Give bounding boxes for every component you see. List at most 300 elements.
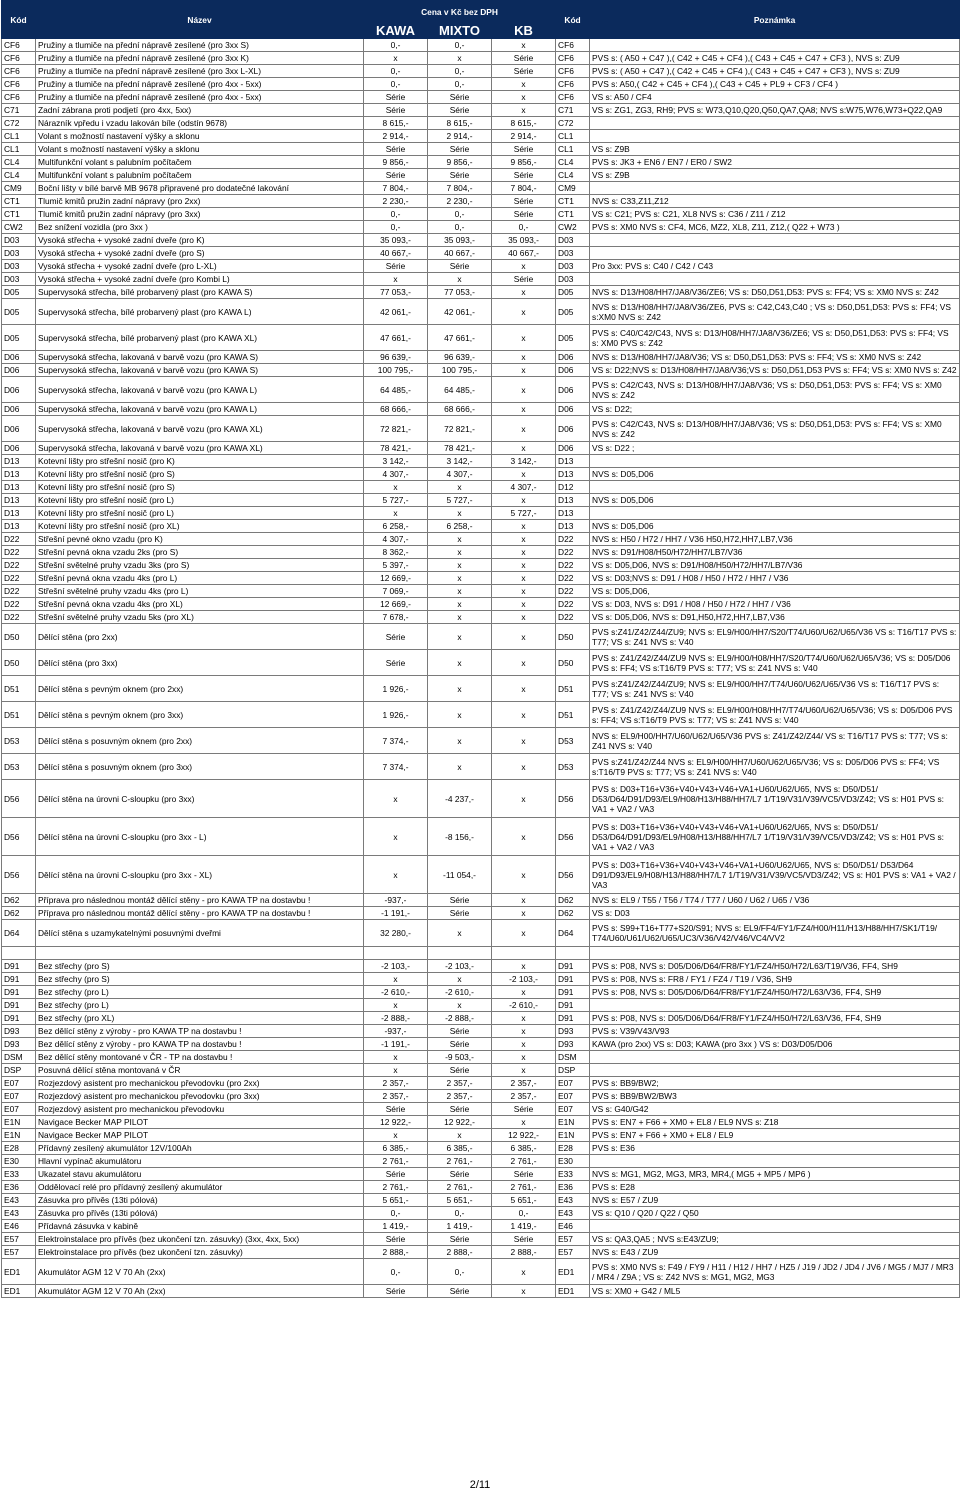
cell-kod-2: E1N <box>556 1116 590 1129</box>
cell-poznamka: PVS s: EN7 + F66 + XM0 + EL8 / EL9 <box>590 1129 960 1142</box>
cell-kb: x <box>492 920 556 947</box>
cell-kod-2: D56 <box>556 818 590 856</box>
cell-poznamka: VS s: D05,D06, NVS s: D91,H50,H72,HH7,LB7,V36 <box>590 611 960 624</box>
cell-poznamka <box>590 999 960 1012</box>
cell-kod: D13 <box>2 468 36 481</box>
cell-kawa: 0,- <box>364 208 428 221</box>
cell-kod: D64 <box>2 920 36 947</box>
cell-kawa: 7 069,- <box>364 585 428 598</box>
table-row <box>2 364 960 377</box>
cell-kod-2: CM9 <box>556 182 590 195</box>
cell-poznamka: VS s: D03;NVS s: D91 / H08 / H50 / H72 / HH7 / V36 <box>590 572 960 585</box>
cell-kod-2: D22 <box>556 585 590 598</box>
table-row <box>2 1181 960 1194</box>
cell-kb: Série <box>492 169 556 182</box>
cell-poznamka: PVS s: C42/C43, NVS s: D13/H08/HH7/JA8/V36; VS s: D50,D51,D53: PVS s: FF4; VS s: XM0 NVS s: Z42 <box>590 377 960 403</box>
cell-kb: 35 093,- <box>492 234 556 247</box>
table-header <box>2 1 960 39</box>
cell-poznamka <box>590 455 960 468</box>
cell-kod: D13 <box>2 520 36 533</box>
table-row <box>2 182 960 195</box>
cell-mixto: 2 761,- <box>428 1155 492 1168</box>
cell-kb: -2 103,- <box>492 973 556 986</box>
cell-poznamka <box>590 481 960 494</box>
cell-poznamka <box>590 1155 960 1168</box>
cell-mixto: 2 761,- <box>428 1181 492 1194</box>
cell-kb: 2 357,- <box>492 1090 556 1103</box>
cell-nazev: Hlavní vypínač akumulátoru <box>36 1155 364 1168</box>
cell-kawa: Série <box>364 260 428 273</box>
cell-mixto: 6 385,- <box>428 1142 492 1155</box>
cell-kod: E1N <box>2 1129 36 1142</box>
cell-mixto: -2 610,- <box>428 986 492 999</box>
cell-kb: 12 922,- <box>492 1129 556 1142</box>
cell-mixto: x <box>428 273 492 286</box>
cell-kod-2: E1N <box>556 1129 590 1142</box>
cell-kb: x <box>492 403 556 416</box>
cell-kod: ED1 <box>2 1259 36 1285</box>
cell-kod: D06 <box>2 403 36 416</box>
cell-mixto: Série <box>428 143 492 156</box>
table-row <box>2 999 960 1012</box>
cell-nazev: Supervysoká střecha, bílé probarvený plast (pro KAWA S) <box>36 286 364 299</box>
cell-mixto: 8 615,- <box>428 117 492 130</box>
cell-nazev: Supervysoká střecha, lakovaná v barvě vozu (pro KAWA L) <box>36 377 364 403</box>
cell-nazev: Bez dělící stěny z výroby - pro KAWA TP na dostavbu ! <box>36 1038 364 1051</box>
cell-kod: CM9 <box>2 182 36 195</box>
header-kawa: KAWA <box>364 24 428 39</box>
cell-kod: D22 <box>2 572 36 585</box>
cell-kod-2: D62 <box>556 894 590 907</box>
cell-kod-2: CL1 <box>556 143 590 156</box>
table-row <box>2 455 960 468</box>
cell-kawa: x <box>364 856 428 894</box>
cell-mixto: 2 357,- <box>428 1077 492 1090</box>
table-row <box>2 1168 960 1181</box>
cell-mixto: 6 258,- <box>428 520 492 533</box>
cell-mixto: 0,- <box>428 65 492 78</box>
cell-mixto: -8 156,- <box>428 818 492 856</box>
cell-kod <box>2 947 36 960</box>
cell-nazev: Pružiny a tlumiče na přední nápravě zesílené (pro 3xx S) <box>36 39 364 52</box>
table-row <box>2 1129 960 1142</box>
cell-poznamka: PVS s: P08, NVS s: D05/D06/D64/FR8/FY1/FZ4/H50/H72/L63/T19/V36, FF4, SH9 <box>590 960 960 973</box>
table-row <box>2 856 960 894</box>
cell-nazev: Navigace Becker MAP PILOT <box>36 1129 364 1142</box>
cell-poznamka <box>590 273 960 286</box>
cell-poznamka <box>590 507 960 520</box>
cell-poznamka: PVS s: A50,( C42 + C45 + CF4 ),( C43 + C45 + PL9 + CF3 / CF4 ) <box>590 78 960 91</box>
cell-mixto: 72 821,- <box>428 416 492 442</box>
table-row <box>2 1246 960 1259</box>
cell-kawa: x <box>364 52 428 65</box>
table-row <box>2 286 960 299</box>
cell-kawa: 2 914,- <box>364 130 428 143</box>
cell-kb: 5 651,- <box>492 1194 556 1207</box>
cell-kawa: 47 661,- <box>364 325 428 351</box>
cell-mixto: 0,- <box>428 1259 492 1285</box>
cell-kod: DSP <box>2 1064 36 1077</box>
cell-kb: x <box>492 572 556 585</box>
cell-kawa: -1 191,- <box>364 1038 428 1051</box>
cell-kod-2: E33 <box>556 1168 590 1181</box>
cell-poznamka: PVS s: D03+T16+V36+V40+V43+V46+VA1+U60/U62/U65, NVS s: D50/D51/ D53/D64/D91/D93/EL9/H08/H13/H88/HH7/L7 1/T19/V31/V39/VC5/VD3/Z42; VS s: H01 PVS s: VA1 + VA2 / VA3 <box>590 818 960 856</box>
cell-poznamka <box>590 1051 960 1064</box>
cell-kod-2: D12 <box>556 481 590 494</box>
cell-kod-2: D03 <box>556 260 590 273</box>
table-row <box>2 1051 960 1064</box>
cell-kb: x <box>492 1116 556 1129</box>
cell-poznamka: VS s: D05,D06, NVS s: D91/H08/H50/H72/HH7/LB7/V36 <box>590 559 960 572</box>
cell-kod: ED1 <box>2 1285 36 1298</box>
cell-kod-2: E46 <box>556 1220 590 1233</box>
cell-kawa: 6 385,- <box>364 1142 428 1155</box>
cell-kb: Série <box>492 65 556 78</box>
cell-nazev: Supervysoká střecha, lakovaná v barvě vozu (pro KAWA XL) <box>36 416 364 442</box>
cell-kod: E07 <box>2 1103 36 1116</box>
cell-poznamka: PVS s:Z41/Z42/Z44 NVS s: EL9/H00/HH7/U60/U62/U65/V36; VS s: D05/D06 PVS s: FF4; VS s:T16/T9 PVS s: T77; VS s: Z41 NVS s: V40 <box>590 754 960 780</box>
cell-kb: x <box>492 856 556 894</box>
cell-kb: x <box>492 416 556 442</box>
cell-kod-2: E36 <box>556 1181 590 1194</box>
cell-kod-2: D13 <box>556 507 590 520</box>
cell-kb: 7 804,- <box>492 182 556 195</box>
table-row <box>2 195 960 208</box>
cell-kawa: 0,- <box>364 1207 428 1220</box>
cell-mixto: Série <box>428 894 492 907</box>
cell-mixto: Série <box>428 1103 492 1116</box>
cell-kawa: x <box>364 973 428 986</box>
cell-kawa: 2 357,- <box>364 1077 428 1090</box>
cell-kb: x <box>492 585 556 598</box>
cell-kod-2: D06 <box>556 377 590 403</box>
cell-kod-2: D22 <box>556 611 590 624</box>
cell-nazev: Kotevní lišty pro střešní nosič (pro K) <box>36 455 364 468</box>
cell-kb: 2 888,- <box>492 1246 556 1259</box>
cell-kb: x <box>492 91 556 104</box>
cell-kawa: 4 307,- <box>364 468 428 481</box>
cell-kod: E1N <box>2 1116 36 1129</box>
cell-mixto: x <box>428 702 492 728</box>
cell-nazev: Pružiny a tlumiče na přední nápravě zesílené (pro 3xx L-XL) <box>36 65 364 78</box>
cell-poznamka <box>590 234 960 247</box>
cell-poznamka: PVS s: BB9/BW2; <box>590 1077 960 1090</box>
cell-kb: x <box>492 364 556 377</box>
cell-kod-2: CF6 <box>556 65 590 78</box>
cell-kod-2: D22 <box>556 559 590 572</box>
cell-nazev: Zásuvka pro přívěs (13ti pólová) <box>36 1207 364 1220</box>
cell-poznamka <box>590 947 960 960</box>
cell-poznamka: NVS s: EL9/H00/HH7/U60/U62/U65/V36 PVS s: Z41/Z42/Z44/ VS s: T16/T17 PVS s: T77; VS s: Z41 NVS s: V40 <box>590 728 960 754</box>
cell-kb: x <box>492 650 556 676</box>
cell-poznamka <box>590 1064 960 1077</box>
table-row <box>2 920 960 947</box>
cell-kod: D22 <box>2 533 36 546</box>
cell-mixto: 9 856,- <box>428 156 492 169</box>
cell-kod: D51 <box>2 676 36 702</box>
cell-nazev: Nárazník vpředu i vzadu lakován bíle (odstín 9678) <box>36 117 364 130</box>
cell-kod: D13 <box>2 455 36 468</box>
table-row <box>2 650 960 676</box>
cell-kb: 1 419,- <box>492 1220 556 1233</box>
cell-mixto: x <box>428 598 492 611</box>
cell-kod: D51 <box>2 702 36 728</box>
cell-kod-2: E07 <box>556 1077 590 1090</box>
cell-kod-2: D13 <box>556 455 590 468</box>
cell-kawa <box>364 947 428 960</box>
cell-nazev: Dělící stěna na úrovni C-sloupku (pro 3xx) <box>36 780 364 818</box>
cell-kod-2: D51 <box>556 702 590 728</box>
cell-nazev: Dělící stěna (pro 3xx) <box>36 650 364 676</box>
table-row <box>2 481 960 494</box>
cell-kod: D06 <box>2 364 36 377</box>
cell-kawa: 9 856,- <box>364 156 428 169</box>
cell-kod: E43 <box>2 1194 36 1207</box>
cell-kawa: 3 142,- <box>364 455 428 468</box>
cell-mixto: 0,- <box>428 78 492 91</box>
cell-poznamka: PVS s: E36 <box>590 1142 960 1155</box>
cell-kb: x <box>492 624 556 650</box>
cell-kod: D62 <box>2 907 36 920</box>
cell-poznamka: VS s: Z9B <box>590 143 960 156</box>
cell-mixto: 78 421,- <box>428 442 492 455</box>
cell-poznamka: VS s: D05,D06, <box>590 585 960 598</box>
cell-kod-2: D50 <box>556 650 590 676</box>
cell-nazev: Tlumič kmitů pružin zadní nápravy (pro 3xx) <box>36 208 364 221</box>
cell-kod-2: E28 <box>556 1142 590 1155</box>
cell-mixto: Série <box>428 104 492 117</box>
cell-kod: D91 <box>2 960 36 973</box>
table-row <box>2 894 960 907</box>
cell-nazev: Přídavná zásuvka v kabině <box>36 1220 364 1233</box>
cell-kod-2: CL1 <box>556 130 590 143</box>
cell-kod: CT1 <box>2 195 36 208</box>
cell-kawa: 68 666,- <box>364 403 428 416</box>
cell-poznamka: VS s: D22;NVS s: D13/H08/HH7/JA8/V36;VS s: D50,D51,D53 PVS s: FF4; VS s: XM0 NVS s: Z42 <box>590 364 960 377</box>
cell-nazev: Dělící stěna (pro 2xx) <box>36 624 364 650</box>
cell-kawa: x <box>364 1051 428 1064</box>
table-row <box>2 169 960 182</box>
cell-kawa: 4 307,- <box>364 533 428 546</box>
cell-mixto: 2 357,- <box>428 1090 492 1103</box>
cell-kb: 2 761,- <box>492 1181 556 1194</box>
table-row <box>2 1012 960 1025</box>
cell-kb: Série <box>492 143 556 156</box>
cell-kod: D91 <box>2 1012 36 1025</box>
cell-poznamka: VS s: XM0 + G42 / ML5 <box>590 1285 960 1298</box>
cell-mixto: x <box>428 585 492 598</box>
cell-kod: E46 <box>2 1220 36 1233</box>
cell-kb: x <box>492 546 556 559</box>
cell-mixto: 68 666,- <box>428 403 492 416</box>
table-row <box>2 221 960 234</box>
cell-mixto: 0,- <box>428 221 492 234</box>
cell-nazev: Tlumič kmitů pružin zadní nápravy (pro 2xx) <box>36 195 364 208</box>
cell-kb: 40 667,- <box>492 247 556 260</box>
cell-kod: D03 <box>2 273 36 286</box>
cell-mixto: Série <box>428 169 492 182</box>
cell-poznamka: NVS s: D13/H08/HH7/JA8/V36/ZE6; VS s: D50,D51,D53: PVS s: FF4; VS s: XM0 NVS s: Z42 <box>590 286 960 299</box>
cell-mixto: Série <box>428 1025 492 1038</box>
cell-kod: E30 <box>2 1155 36 1168</box>
cell-mixto: x <box>428 728 492 754</box>
cell-kb: x <box>492 559 556 572</box>
cell-kod-2: D91 <box>556 986 590 999</box>
cell-kawa: 2 230,- <box>364 195 428 208</box>
header-kb: KB <box>492 24 556 39</box>
cell-mixto: x <box>428 920 492 947</box>
cell-poznamka: NVS s: E43 / ZU9 <box>590 1246 960 1259</box>
cell-mixto: 96 639,- <box>428 351 492 364</box>
cell-kod: D56 <box>2 856 36 894</box>
cell-kod-2: DSM <box>556 1051 590 1064</box>
cell-nazev: Posuvná dělící stěna montovaná v ČR <box>36 1064 364 1077</box>
cell-poznamka: PVS s: V39/V43/V93 <box>590 1025 960 1038</box>
cell-kod-2: D05 <box>556 299 590 325</box>
cell-kawa: 2 761,- <box>364 1181 428 1194</box>
cell-kb: x <box>492 299 556 325</box>
cell-kod-2: D06 <box>556 416 590 442</box>
cell-nazev: Vysoká střecha + vysoké zadní dveře (pro Kombi L) <box>36 273 364 286</box>
cell-kod: CW2 <box>2 221 36 234</box>
cell-kod-2: CF6 <box>556 78 590 91</box>
cell-poznamka: NVS s: H50 / H72 / HH7 / V36 H50,H72,HH7,LB7,V36 <box>590 533 960 546</box>
cell-nazev: Příprava pro následnou montáž dělící stěny - pro KAWA TP na dostavbu ! <box>36 894 364 907</box>
cell-mixto: x <box>428 1129 492 1142</box>
cell-kod: D13 <box>2 494 36 507</box>
cell-kod-2: E07 <box>556 1103 590 1116</box>
cell-kawa: Série <box>364 104 428 117</box>
cell-poznamka: NVS s: D05,D06 <box>590 494 960 507</box>
cell-kb: x <box>492 520 556 533</box>
cell-kb: x <box>492 1038 556 1051</box>
cell-kb: Série <box>492 1168 556 1181</box>
cell-kod-2: D51 <box>556 676 590 702</box>
cell-kb: x <box>492 1285 556 1298</box>
cell-kawa: 8 615,- <box>364 117 428 130</box>
cell-nazev: Dělící stěna s posuvným oknem (pro 3xx) <box>36 754 364 780</box>
table-row <box>2 559 960 572</box>
cell-kawa: -2 888,- <box>364 1012 428 1025</box>
cell-kawa: 100 795,- <box>364 364 428 377</box>
table-row <box>2 403 960 416</box>
cell-kb: 4 307,- <box>492 481 556 494</box>
cell-nazev: Bez střechy (pro L) <box>36 986 364 999</box>
cell-mixto: 35 093,- <box>428 234 492 247</box>
cell-nazev: Elektroinstalace pro přívěs (bez ukončení tzn. zásuvky) (3xx, 4xx, 5xx) <box>36 1233 364 1246</box>
cell-poznamka: PVS s: Z41/Z42/Z44/ZU9 NVS s: EL9/H00/H08/HH7/S20/T74/U60/U62/U65/V36; VS s: D05/D06 PVS s: FF4; VS s:T16/T9 PVS s: T77; VS s: Z41 NVS s: V40 <box>590 650 960 676</box>
cell-poznamka: PVS s: C40/C42/C43, NVS s: D13/H08/HH7/JA8/V36/ZE6; VS s: D50,D51,D53: PVS s: FF4; VS s: XM0 PVS s: Z42 <box>590 325 960 351</box>
cell-kawa: 1 926,- <box>364 676 428 702</box>
cell-kod-2: D93 <box>556 1038 590 1051</box>
cell-kod: D13 <box>2 507 36 520</box>
table-row <box>2 1259 960 1285</box>
table-row <box>2 676 960 702</box>
cell-poznamka: Pro 3xx: PVS s: C40 / C42 / C43 <box>590 260 960 273</box>
cell-poznamka: VS s: G40/G42 <box>590 1103 960 1116</box>
cell-kawa: Série <box>364 1103 428 1116</box>
cell-kb: x <box>492 986 556 999</box>
cell-mixto: 12 922,- <box>428 1116 492 1129</box>
cell-kod-2: D03 <box>556 247 590 260</box>
cell-kod: CT1 <box>2 208 36 221</box>
price-table <box>1 0 960 1298</box>
cell-mixto: 40 667,- <box>428 247 492 260</box>
cell-poznamka: PVS s: P08, NVS s: D05/D06/D64/FR8/FY1/FZ4/H50/H72/L63/V36, FF4, SH9 <box>590 986 960 999</box>
cell-poznamka: NVS s: MG1, MG2, MG3, MR3, MR4,( MG5 + MP5 / MP6 ) <box>590 1168 960 1181</box>
cell-nazev: Střešní světelné pruhy vzadu 5ks (pro XL) <box>36 611 364 624</box>
table-row <box>2 143 960 156</box>
cell-kod: CF6 <box>2 39 36 52</box>
table-row <box>2 960 960 973</box>
cell-mixto: 1 419,- <box>428 1220 492 1233</box>
cell-poznamka: VS s: D22; <box>590 403 960 416</box>
cell-kod: D93 <box>2 1038 36 1051</box>
cell-kod: D56 <box>2 780 36 818</box>
cell-mixto: 47 661,- <box>428 325 492 351</box>
table-row <box>2 351 960 364</box>
cell-poznamka: VS s: QA3,QA5 ; NVS s:E43/ZU9; <box>590 1233 960 1246</box>
cell-nazev: Supervysoká střecha, lakovaná v barvě vozu (pro KAWA S) <box>36 364 364 377</box>
cell-mixto: x <box>428 754 492 780</box>
cell-mixto: 42 061,- <box>428 299 492 325</box>
cell-kb: 3 142,- <box>492 455 556 468</box>
cell-mixto: Série <box>428 260 492 273</box>
cell-kod-2: ED1 <box>556 1285 590 1298</box>
header-kod: Kód <box>2 1 36 39</box>
cell-kawa: x <box>364 481 428 494</box>
table-row <box>2 546 960 559</box>
cell-kawa: 2 888,- <box>364 1246 428 1259</box>
cell-kawa: Série <box>364 650 428 676</box>
cell-kod-2: D56 <box>556 856 590 894</box>
cell-nazev: Vysoká střecha + vysoké zadní dveře (pro L-XL) <box>36 260 364 273</box>
table-row <box>2 572 960 585</box>
cell-nazev: Supervysoká střecha, lakovaná v barvě vozu (pro KAWA XL) <box>36 442 364 455</box>
cell-nazev: Střešní pevná okna vzadu 2ks (pro S) <box>36 546 364 559</box>
cell-kb: x <box>492 325 556 351</box>
cell-poznamka: PVS s: S99+T16+T77+S20/S91; NVS s: EL9/FF4/FY1/FZ4/H00/H11/H13/H88/HH7/SK1/T19/ T74/U60/U61/U62/U65/UC3/V36/V42/V46/VC4/VV2 <box>590 920 960 947</box>
cell-nazev: Supervysoká střecha, lakovaná v barvě vozu (pro KAWA S) <box>36 351 364 364</box>
cell-kod-2: D13 <box>556 494 590 507</box>
cell-kb: x <box>492 728 556 754</box>
table-row <box>2 442 960 455</box>
cell-mixto: x <box>428 481 492 494</box>
cell-kawa: x <box>364 818 428 856</box>
cell-mixto: x <box>428 999 492 1012</box>
cell-nazev: Kotevní lišty pro střešní nosič (pro L) <box>36 507 364 520</box>
cell-nazev: Ukazatel stavu akumulátoru <box>36 1168 364 1181</box>
cell-kod: D22 <box>2 611 36 624</box>
cell-mixto: -9 503,- <box>428 1051 492 1064</box>
cell-kb: x <box>492 1259 556 1285</box>
table-row <box>2 1038 960 1051</box>
cell-mixto: x <box>428 546 492 559</box>
cell-mixto: 77 053,- <box>428 286 492 299</box>
cell-kod-2: CL4 <box>556 156 590 169</box>
cell-kod-2: D22 <box>556 546 590 559</box>
cell-mixto: x <box>428 572 492 585</box>
table-row <box>2 533 960 546</box>
cell-kb: x <box>492 611 556 624</box>
cell-kb: 6 385,- <box>492 1142 556 1155</box>
cell-kod-2: CF6 <box>556 39 590 52</box>
cell-poznamka: PVS s: XM0 NVS s: F49 / FY9 / H11 / H12 / HH7 / HZ5 / J19 / JD2 / JD4 / JV6 / MG5 / MJ7 / MR3 / MR4 / Z9A ; VS s: Z42 NVS s: MG1, MG2, MG3 <box>590 1259 960 1285</box>
cell-kod: E57 <box>2 1233 36 1246</box>
header-cena: Cena v Kč bez DPH <box>364 1 556 24</box>
cell-nazev: Bez snížení vozidla (pro 3xx ) <box>36 221 364 234</box>
cell-kawa: 1 926,- <box>364 702 428 728</box>
